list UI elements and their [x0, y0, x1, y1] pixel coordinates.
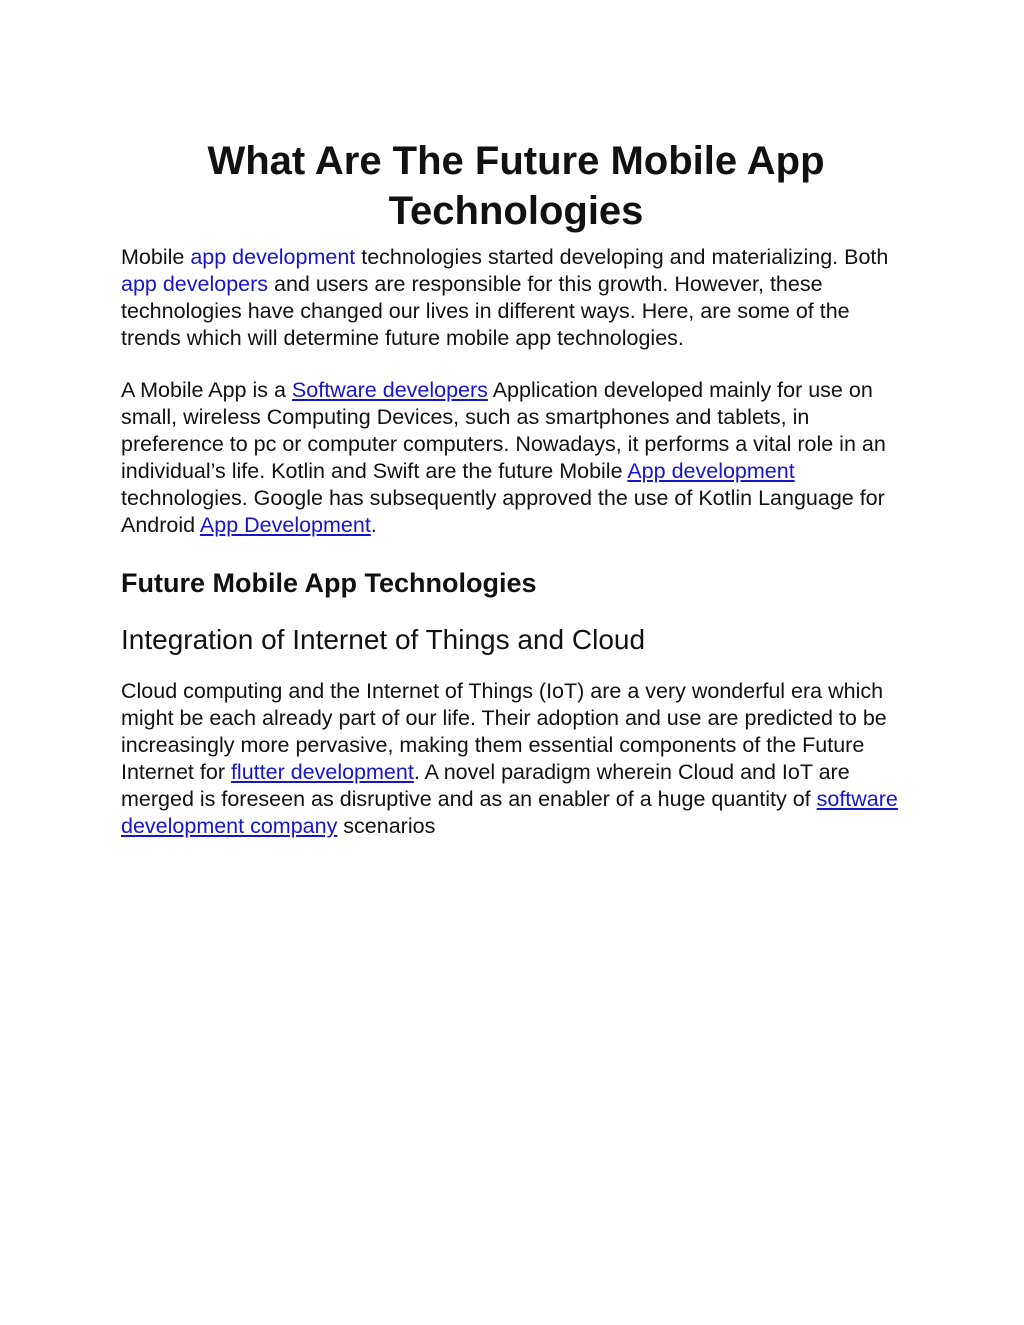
link-app-development[interactable]: app development	[190, 245, 356, 269]
section-heading: Future Mobile App Technologies	[121, 568, 537, 598]
para3-text-3: scenarios	[337, 814, 436, 838]
para2-text-2: Application developed mainly for use on small, wireless Computing Devices, such as smartphones and tablets, in preference to pc or computer computers. Nowadays, it performs a vital role in an individual’s life. Kotlin and Swift are the future Mobile	[121, 378, 886, 483]
link-app-development-3[interactable]: App Development	[199, 513, 371, 537]
para3-text-1: Cloud computing and the Internet of Things (IoT) are a very wonderful era which might be each already part of our life. Their adoption and use are predicted to be increasingly more pervasive, making them essential components of the Future Internet for	[121, 679, 887, 784]
intro-text-1: Mobile	[121, 245, 191, 269]
subsection-heading: Integration of Internet of Things and Cloud	[121, 624, 646, 655]
para2-text-3: technologies. Google has subsequently approved the use of Kotlin Language for Android	[121, 486, 885, 537]
iot-cloud-paragraph	[121, 678, 911, 840]
para3-text-2: . A novel paradigm wherein Cloud and IoT are merged is foreseen as disruptive and as an enabler of a huge quantity of	[121, 760, 850, 811]
link-flutter-development[interactable]: flutter development	[230, 760, 414, 784]
intro-text-3: and users are responsible for this growth. However, these technologies have changed our lives in different ways. Here, are some of the trends which will determine future mobile app technologies.	[121, 272, 850, 350]
page-title: What Are The Future Mobile App Technologies	[207, 139, 825, 233]
link-software-developers[interactable]: Software developers	[291, 378, 488, 402]
para2-text-4: .	[370, 513, 377, 537]
link-app-development-2[interactable]: App development	[627, 459, 795, 483]
document-page	[121, 136, 911, 840]
link-app-developers[interactable]: app developers	[121, 272, 269, 296]
link-software-development-company[interactable]: software development company	[121, 787, 898, 838]
mobile-app-paragraph	[121, 377, 911, 539]
intro-text-2: technologies started developing and materializing. Both	[355, 245, 889, 269]
para2-text-1: A Mobile App is a	[121, 378, 292, 402]
intro-paragraph	[121, 244, 911, 352]
